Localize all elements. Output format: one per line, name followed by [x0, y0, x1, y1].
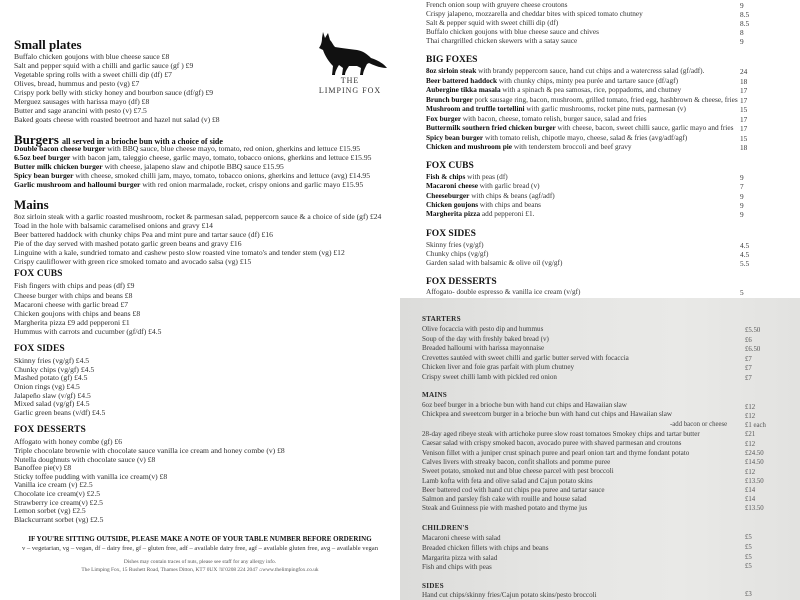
menu-item: Spicy bean burger with tomato relish, chipotle mayo, cheese, salad & fries (avg/adf/agf)	[426, 133, 688, 142]
photographed-menu	[400, 298, 800, 600]
item-price: £7	[745, 356, 752, 363]
item-price: £14	[745, 496, 756, 503]
menu-item: Nutella doughnuts with chocolate sauce (v) £8	[14, 455, 156, 464]
menu-item: Jalapeño slaw (v/gf) £4.5	[14, 391, 91, 400]
menu-item: Buffalo chicken goujons with blue cheese sauce £8	[14, 52, 170, 61]
menu-item: Skinny fries (vg/gf)	[426, 240, 484, 249]
item-price: 24	[740, 67, 748, 76]
menu-item: Merguez sausages with harissa mayo (df) £8	[14, 97, 150, 106]
item-price: £12	[745, 441, 756, 448]
item-price: 17	[740, 86, 748, 95]
menu-item: Brunch burger pork sausage ring, bacon, mushroom, grilled tomato, fried egg, hashbrown & cheese, fries	[426, 95, 738, 104]
item-price: 7	[740, 182, 744, 191]
item-price: £14.50	[745, 459, 764, 466]
item-price: 9	[740, 1, 744, 10]
item-price: 8	[740, 28, 744, 37]
item-price: £13.50	[745, 505, 764, 512]
menu-item: Double bacon cheese burger with BBQ sauce, blue cheese mayo, tomato, red onion, gherkins and lettuce £15.95	[14, 144, 361, 153]
menu-item: Chunky chips (vg/gf) £4.5	[14, 365, 95, 374]
menu-item: Mixed salad (vg/gf) £4.5	[14, 399, 90, 408]
menu-item: Macaroni cheese with garlic bread £7	[14, 300, 129, 309]
menu-item: Thai chargrilled chicken skewers with a satay sauce	[426, 36, 578, 45]
menu-item: Vegetable spring rolls with a sweet chilli dip (df) £7	[14, 70, 172, 79]
section-title-starters: STARTERS	[422, 315, 461, 323]
menu-item: Strawberry ice cream(v) £2.5	[14, 498, 103, 507]
fox-silhouette-icon	[305, 28, 395, 76]
item-price: 9	[740, 192, 744, 201]
menu-item: Salmon and parsley fish cake with rouille and house salad	[422, 495, 587, 503]
menu-item: Hummus with carrots and cucumber (gf/df) £4.5	[14, 327, 162, 336]
item-price: £5	[745, 563, 752, 570]
menu-item: Aubergine tikka masala with a spinach & pea samosas, rice, poppadoms, and chutney	[426, 85, 682, 94]
item-price: £13.50	[745, 478, 764, 485]
item-price: £6.50	[745, 346, 761, 353]
menu-item: Macaroni cheese with salad	[422, 534, 501, 542]
menu-item: 8oz sirloin steak with a garlic roasted mushroom, rocket & parmesan salad, peppercorn sauce & a choice of side (gf) £24	[14, 212, 382, 221]
menu-item: Vanilla ice cream (v) £2.5	[14, 480, 93, 489]
menu-item: Venison fillet with a juniper crust spinach puree and pearl onion tart and thyme fondant potato	[422, 449, 690, 457]
menu-item: French onion soup with gruyere cheese croutons	[426, 0, 568, 9]
menu-item: 6.5oz beef burger with bacon jam, taleggio cheese, garlic mayo, tomato, tobacco onions, gherkins and lettuce £15.95	[14, 153, 372, 162]
item-price: 4.5	[740, 250, 750, 259]
burgers-title: Burgers	[14, 132, 59, 147]
menu-item: Margherita pizza add pepperoni £1.	[426, 209, 535, 218]
menu-item: Banoffee pie(v) £8	[14, 463, 72, 472]
item-price: £12	[745, 469, 756, 476]
section-title-fox-sides-right: FOX SIDES	[426, 229, 476, 239]
menu-item: Garden salad with balsamic & olive oil (vg/gf)	[426, 258, 563, 267]
menu-item: Fish & chips with peas (df)	[426, 172, 508, 181]
menu-item: Salt and pepper squid with a chilli and garlic sauce (gf ) £9	[14, 61, 194, 70]
menu-item: Sticky toffee pudding with vanilla ice cream(v) £8	[14, 472, 168, 481]
menu-item: Macaroni cheese with garlic bread (v)	[426, 181, 540, 190]
menu-item: Soup of the day with freshly baked bread (v)	[422, 335, 549, 343]
menu-item: Salt & pepper squid with sweet chilli dip (df)	[426, 18, 559, 27]
limping-fox-logo	[305, 28, 395, 108]
menu-item: Crispy cauliflower with green rice smoked tomato and avocado salsa (vg) £15	[14, 257, 252, 266]
section-title-fox-desserts: FOX DESSERTS	[14, 425, 86, 435]
menu-item: Mushroom and truffle tortellini with garlic mushrooms, rocket pine nuts, parmesan (v)	[426, 104, 686, 113]
section-title-mains: Mains	[14, 197, 49, 212]
menu-item: Sweet potato, smoked nut and blue cheese parcel with pest broccoli	[422, 467, 614, 475]
item-price: 4.5	[740, 241, 750, 250]
menu-item: Calves livers with streaky bacon, confit shallots and pomme puree	[422, 458, 611, 466]
item-price: £24.50	[745, 450, 764, 457]
menu-item: Crevettes sautéed with sweet chilli and garlic butter served with focaccia	[422, 354, 629, 362]
add-on-note: -add bacon or cheese	[670, 421, 728, 428]
menu-item: Beer battered haddock with chunky chips Pea and mint pure and tartar sauce (df) £16	[14, 230, 273, 239]
menu-item: Cheeseburger with chips & beans (agf/adf)	[426, 191, 555, 200]
section-title-mains-photo: MAINS	[422, 391, 447, 399]
item-price: 5	[740, 288, 744, 297]
menu-item: Affogato- double espresso & vanilla ice cream (v/gf)	[426, 287, 581, 296]
menu-item: Fox burger with bacon, cheese, tomato relish, burger sauce, salad and fries	[426, 114, 647, 123]
menu-item: Chicken and mushroom pie with tenderstem broccoli and beef gravy	[426, 142, 632, 151]
menu-item: Caesar salad with crispy smoked bacon, avocado puree with shaved parmesan and croutons	[422, 439, 682, 447]
section-title-childrens: CHILDREN'S	[422, 524, 469, 532]
menu-item: 6oz beef burger in a brioche bun with hand cut chips and Hawaiian slaw	[422, 401, 627, 409]
menu-item: Buffalo chicken goujons with blue cheese sauce and chives	[426, 27, 599, 36]
menu-item: Breaded halloumi with harissa mayonnaise	[422, 344, 545, 352]
menu-item: 8oz sirloin steak with brandy peppercorn sauce, hand cut chips and a watercress salad (gf/adf).	[426, 66, 705, 75]
item-price: 17	[740, 96, 748, 105]
menu-item: Garlic mushroom and halloumi burger with red onion marmalade, rocket, crispy onions and garlic mayo £15.95	[14, 180, 364, 189]
menu-item: Chunky chips (vg/gf)	[426, 249, 489, 258]
allergy-notice: Dishes may contain traces of nuts, please see staff for any allergy info.	[123, 559, 277, 565]
logo-line-1: THE	[340, 76, 360, 85]
item-price: £12	[745, 413, 756, 420]
item-price: 9	[740, 37, 744, 46]
item-price: 18	[740, 77, 748, 86]
menu-item: Fish and chips with peas	[422, 563, 492, 571]
menu-item: Chicken goujons with chips and beans £8	[14, 309, 141, 318]
menu-item: Baked goats cheese with roasted beetroot and hazel nut salad (v) £8	[14, 115, 220, 124]
menu-item: Margarita pizza with salad	[422, 554, 498, 562]
item-price: 8.5	[740, 10, 750, 19]
menu-item: Lemon sorbet (vg) £2.5	[14, 506, 86, 515]
menu-item: Hand cut chips/skinny fries/Cajun potato skins/pesto broccoli	[422, 591, 597, 599]
contact-info: The Limping Fox, 15 Rushett Road, Thames Ditton, KT7 0UX ☏0208 224 2047 ⌂www.thelimpingfox.co.uk	[81, 567, 319, 573]
menu-item: 28-day aged ribeye steak with artichoke puree slow roast tomatoes Smokey chips and tartar butter	[422, 430, 700, 438]
item-price: £5.50	[745, 327, 761, 334]
menu-item: Linguine with a kale, sundried tomato and cashew pesto slow roasted vine tomato's and tender stem (vg) £12	[14, 248, 345, 257]
menu-item: Chicken liver and foie gras parfait with plum chutney	[422, 363, 575, 371]
table-number-notice: IF YOU'RE SITTING OUTSIDE, PLEASE MAKE A NOTE OF YOUR TABLE NUMBER BEFORE ORDERING	[28, 535, 372, 543]
section-title-sides: SIDES	[422, 582, 444, 590]
right-menu-page	[400, 0, 800, 298]
menu-item: Fish fingers with chips and peas (df) £9	[14, 281, 135, 290]
section-title-big-foxes: BIG FOXES	[426, 55, 478, 65]
item-price: £12	[745, 404, 756, 411]
item-price: 15	[740, 105, 748, 114]
menu-item: Toad in the hole with balsamic caramelised onions and gravy £14	[14, 221, 213, 230]
item-price: £5	[745, 544, 752, 551]
item-price: 5.5	[740, 259, 750, 268]
item-price: 9	[740, 173, 744, 182]
burgers-subtitle: all served in a brioche bun with a choice of side	[62, 137, 223, 146]
menu-item: Butter milk chicken burger with cheese, jalapeno slaw and chipotle BBQ sauce £15.95	[14, 162, 284, 171]
menu-item: Olives, bread, hummus and pesto (vg) £7	[14, 79, 140, 88]
menu-item: Chicken goujons with chips and beans	[426, 200, 541, 209]
menu-item: Beer battered haddock with chunky chips, minty pea purée and tartare sauce (df/agf)	[426, 76, 679, 85]
menu-item: Beer battered cod with hand cut chips pea puree and tartar sauce	[422, 486, 605, 494]
item-price: 9	[740, 201, 744, 210]
dietary-legend: v – vegetarian, vg – vegan, df – dairy free, gf – gluten free, adf – available dairy free, agf – available gluten free, avg – available vegan	[21, 545, 379, 552]
item-price: £3	[745, 591, 752, 598]
menu-item: Butter and sage arancini with pesto (v) £7.5	[14, 106, 147, 115]
menu-item: Chickpea and sweetcorn burger in a brioche bun with hand cut chips and Hawaiian slaw	[422, 410, 673, 418]
menu-item: Margherita pizza £9 add pepperoni £1	[14, 318, 130, 327]
item-price: £5	[745, 554, 752, 561]
menu-item: Blackcurrant sorbet (vg) £2.5	[14, 515, 104, 524]
menu-item: Cheese burger with chips and beans £8	[14, 291, 133, 300]
menu-item: Affogato with honey combe (gf) £6	[14, 437, 123, 446]
item-price: 17	[740, 124, 748, 133]
item-price: £21	[745, 431, 756, 438]
item-price: 9	[740, 210, 744, 219]
menu-item: Lamb kofta with feta and olive salad and Cajun potato skins	[422, 477, 593, 485]
menu-item: Steak and Guinness pie with mashed potato and thyme jus	[422, 504, 588, 512]
logo-line-2: LIMPING FOX	[318, 86, 382, 95]
menu-item: Mashed potato (gf) £4.5	[14, 373, 88, 382]
section-title-fox-cubs: FOX CUBS	[14, 269, 63, 279]
item-price: 17	[740, 115, 748, 124]
item-price: 8.5	[740, 19, 750, 28]
item-price: 15	[740, 134, 748, 143]
item-price: £7	[745, 375, 752, 382]
menu-item: Triple chocolate brownie with chocolate sauce vanilla ice cream and honey combe (v) £8	[14, 446, 285, 455]
section-title-small-plates: Small plates	[14, 37, 82, 52]
section-title-fox-desserts-right: FOX DESSERTS	[426, 277, 497, 287]
item-price: £1 each	[745, 422, 766, 429]
menu-item: Skinny fries (vg/gf) £4.5	[14, 356, 90, 365]
item-price: £5	[745, 534, 752, 541]
menu-item: Onion rings (vg) £4.5	[14, 382, 80, 391]
item-price: £14	[745, 487, 756, 494]
menu-item: Buttermilk southern fried chicken burger with cheese, bacon, sweet chilli sauce, garlic mayo and fries	[426, 123, 734, 132]
item-price: £7	[745, 365, 752, 372]
menu-item: Breaded chicken fillets with chips and beans	[422, 544, 549, 552]
menu-item: Olive focaccia with pesto dip and hummus	[422, 325, 544, 333]
section-title-fox-cubs-right: FOX CUBS	[426, 161, 474, 171]
menu-item: Crispy jalapeno, mozzarella and cheddar bites with spiced tomato chutney	[426, 9, 643, 18]
item-price: £6	[745, 337, 752, 344]
menu-item: Crispy pork belly with sticky honey and bourbon sauce (df/gf) £9	[14, 88, 214, 97]
menu-item: Chocolate ice cream(v) £2.5	[14, 489, 101, 498]
menu-item: Crispy sweet chilli lamb with pickled red onion	[422, 373, 557, 381]
menu-item: Pie of the day served with mashed potato garlic green beans and gravy £16	[14, 239, 242, 248]
section-title-fox-sides: FOX SIDES	[14, 344, 65, 354]
menu-item: Garlic green beans (v/df) £4.5	[14, 408, 106, 417]
item-price: 18	[740, 143, 748, 152]
menu-item: Spicy bean burger with cheese, smoked chilli jam, mayo, tomato, tobacco onions, gherkins and lettuce (avg) £14.95	[14, 171, 371, 180]
